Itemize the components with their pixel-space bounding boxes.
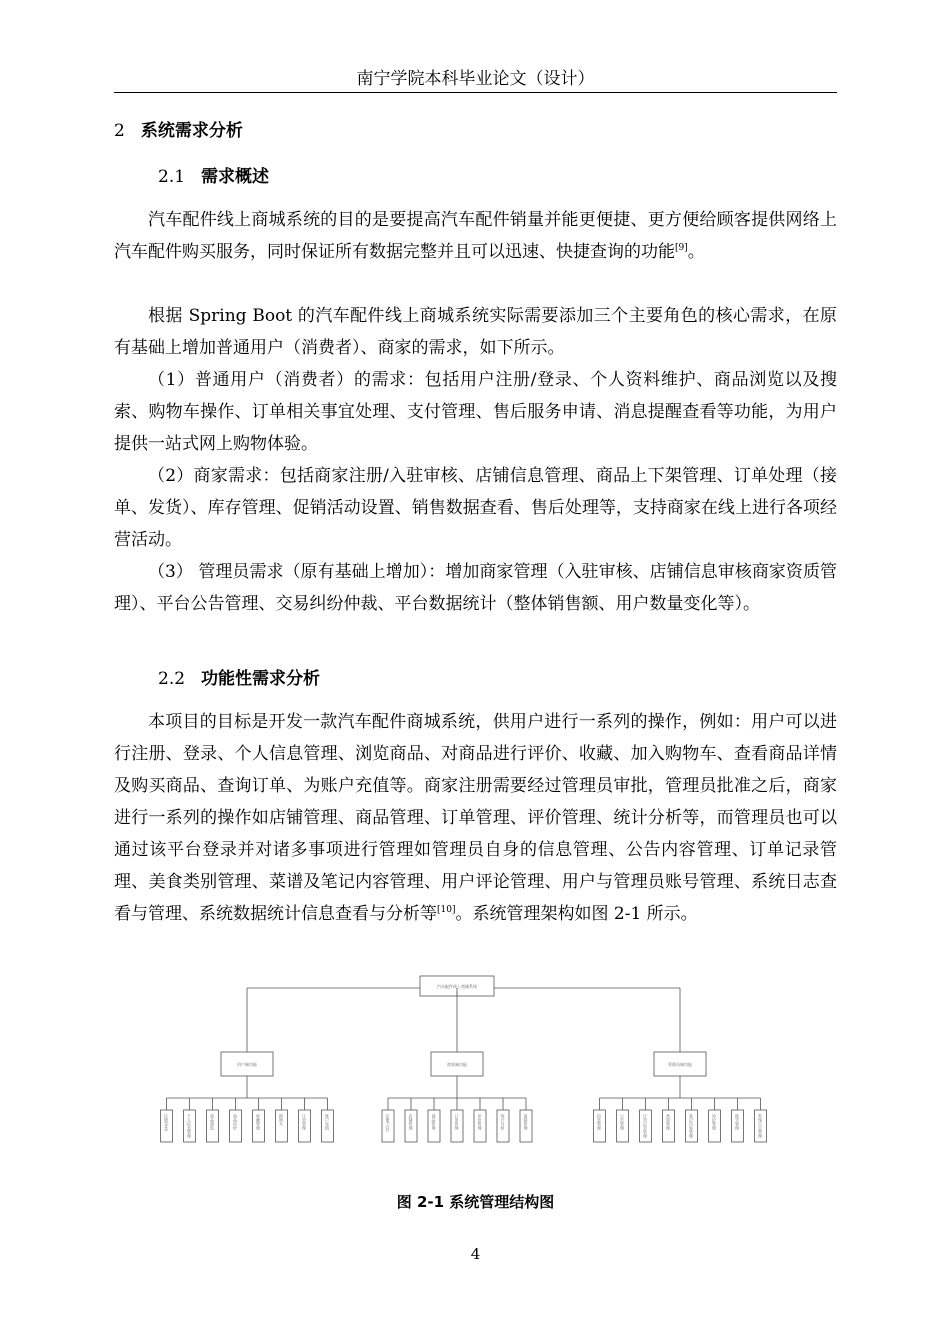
diagram-leaf-label: 类别管理 — [666, 1114, 671, 1130]
section-number: 2 — [114, 121, 125, 141]
paragraph-text: 本项目的目标是开发一款汽车配件商城系统，供用户进行一系列的操作，例如：用户可以进行注册、登录、个人信息管理、浏览商品、对商品进行评价、收藏、加入购物车、查看商品详情及购买商品、查询订单、为账户充值等。商家注册需要经过管理员审批，管理员批准之后，商家进行一系列的操作如店铺管理、商品管理、订单管理、评价管理、统计分析等，而管理员也可以通过该平台登录并对诸多事项进行管理如管理员自身的信息管理、公告内容管理、订单记录管理、美食类别管理、菜谱及笔记内容管理、用户评论管理、用户与管理员账号管理、系统日志查看与管理、系统数据统计信息查看与分析等 — [114, 712, 837, 924]
running-header: 南宁学院本科毕业论文（设计） — [356, 69, 595, 89]
paragraph-text-end: 。系统管理架构如图 2-1 所示。 — [455, 904, 698, 924]
diagram-leaf-label: 注册/登录 — [164, 1114, 169, 1132]
section-heading — [114, 118, 243, 144]
subsection-title: 功能性需求分析 — [201, 669, 321, 689]
paragraph-admin-needs: （3） 管理员需求（原有基础上增加）：增加商家管理（入驻审核、店铺信息审核商家资质管理）、平台公告管理、交易纠纷仲裁、平台数据统计（整体销售额、用户数量变化等）。 — [114, 562, 837, 614]
paragraph-overview — [114, 204, 837, 268]
diagram-leaf-label: 评价管理 — [477, 1114, 483, 1130]
diagram-leaf-label: 公告管理 — [620, 1114, 625, 1130]
diagram-leaf-label: 商品浏览 — [210, 1114, 215, 1130]
diagram-leaf-label: 订单管理 — [302, 1114, 307, 1130]
subsection-number: 2.2 — [158, 669, 186, 689]
section-title: 系统需求分析 — [140, 121, 243, 141]
diagram-leaf-label: 笔记内容管理 — [689, 1114, 694, 1138]
paragraph-roles: 根据 Spring Boot 的汽车配件线上商城系统实际需要添加三个主要角色的核心需求，在原有基础上增加普通用户（消费者）、商家的需求，如下所示。 — [114, 306, 837, 358]
diagram-leaf-label: 购物车 — [279, 1114, 284, 1126]
diagram-leaf-label: 促销管理 — [523, 1114, 529, 1130]
diagram-leaf-label: 店铺管理 — [408, 1114, 414, 1130]
diagram-canvas — [164, 972, 780, 1147]
diagram-leaf-label: 系统日志管理 — [758, 1114, 763, 1138]
diagram-leaf-label: 商品管理 — [431, 1114, 437, 1130]
diagram-group-label: 用户端功能 — [237, 1062, 257, 1067]
system-structure-diagram — [164, 972, 780, 1147]
diagram-leaf-label: 评论管理 — [712, 1114, 717, 1130]
citation-ref: [10] — [437, 905, 456, 915]
diagram-leaf-label: 账户充值 — [325, 1114, 330, 1130]
header-rule — [114, 92, 837, 93]
diagram-group-label: 商家端功能 — [447, 1062, 467, 1067]
citation-ref: [9] — [675, 243, 688, 253]
paragraph-text: 汽车配件线上商城系统的目的是要提高汽车配件销量并能更便捷、更方便给顾客提供网络上汽车配件购买服务，同时保证所有数据完整并且可以迅速、快捷查询的功能 — [114, 210, 837, 262]
paragraph-text-end: 。 — [687, 242, 705, 262]
diagram-leaf-label: 订单记录管理 — [643, 1114, 648, 1138]
diagram-leaf-label: 统计分析 — [500, 1114, 506, 1130]
diagram-leaf-label: 收藏管理 — [256, 1114, 261, 1130]
diagram-group-label: 管理员端功能 — [668, 1062, 692, 1067]
subsection-heading-2-1 — [158, 164, 269, 190]
diagram-leaf-label: 账号管理 — [735, 1114, 740, 1130]
subsection-number: 2.1 — [158, 167, 186, 187]
paragraph-functional — [114, 706, 837, 930]
diagram-leaf-label: 商品评价 — [233, 1114, 238, 1130]
paragraph-user-needs: （1）普通用户（消费者）的需求：包括用户注册/登录、个人资料维护、商品浏览以及搜索、购物车操作、订单相关事宜处理、支付管理、售后服务申请、消息提醒查看等功能，为用户提供一站式网上购物体验。 — [114, 370, 837, 454]
paragraph-merchant-needs: （2）商家需求：包括商家注册/入驻审核、店铺信息管理、商品上下架管理、订单处理（接单、发货）、库存管理、促销活动设置、销售数据查看、售后处理等，支持商家在线上进行各项经营活动。 — [114, 466, 837, 550]
diagram-leaf-label: 个人信息管理 — [187, 1114, 192, 1138]
subsection-heading-2-2 — [158, 666, 320, 692]
diagram-leaf-label: 订单管理 — [454, 1114, 460, 1130]
diagram-root-label: 汽车配件线上商城系统 — [437, 984, 477, 989]
figure-caption: 图 2-1 系统管理结构图 — [396, 1193, 555, 1211]
subsection-title: 需求概述 — [201, 167, 270, 187]
diagram-leaf-label: 注册/入驻 — [385, 1114, 391, 1132]
diagram-leaf-label: 信息管理 — [597, 1114, 602, 1130]
page-number: 4 — [470, 1245, 481, 1263]
